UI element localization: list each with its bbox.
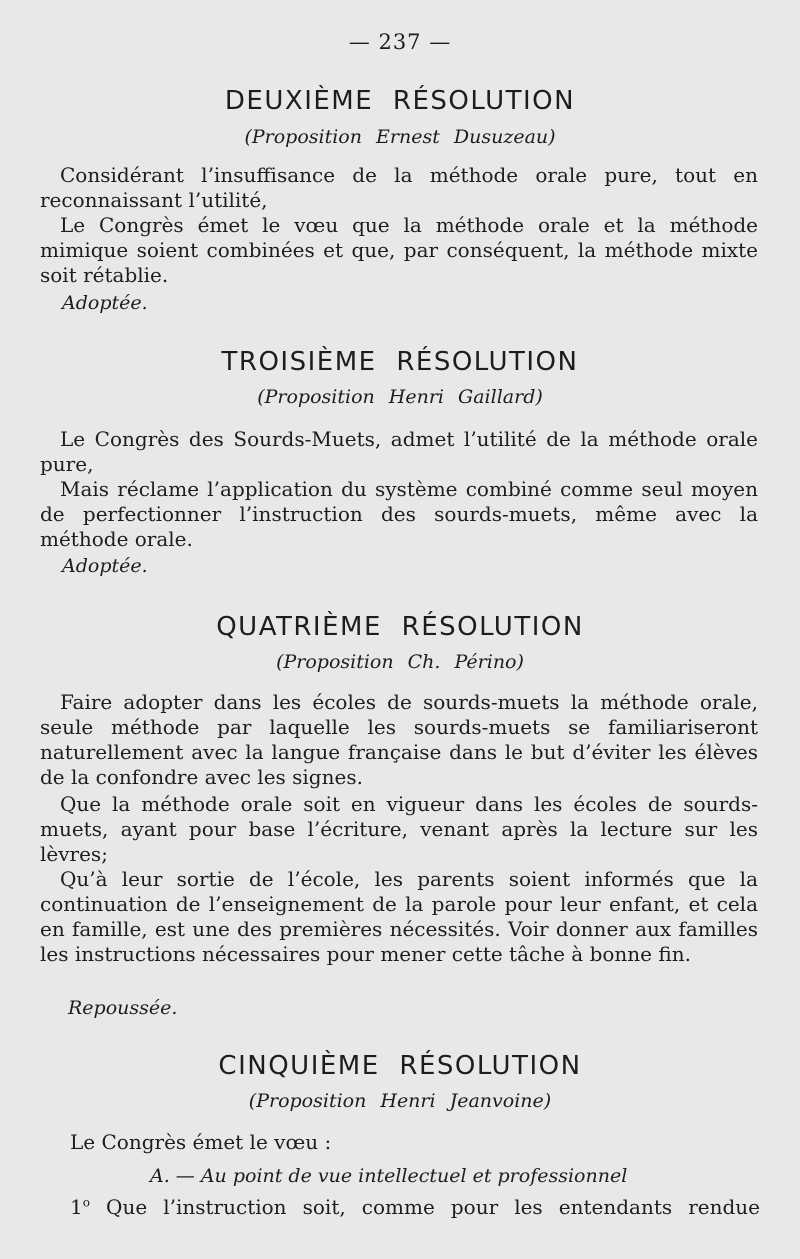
paragraph: Faire adopter dans les écoles de sourds-muets la méthode orale, seule méthode par laquelle les sourds-muets se familiariseront naturellement avec la langue française dans le but d’éviter les élèves de la confondre avec les signes. xyxy=(40,690,758,789)
resolution-status: Adoptée. xyxy=(62,292,148,314)
paragraph: Le Congrès émet le vœu : xyxy=(70,1130,332,1154)
paragraph: Le Congrès émet le vœu que la méthode orale et la méthode mimique soient combinées et que, par conséquent, la méthode mixte soit rétablie. xyxy=(40,213,758,287)
numbered-item xyxy=(70,1195,760,1219)
resolution-status: Adoptée. xyxy=(62,555,148,577)
section-heading: TROISIÈME RÉSOLUTION xyxy=(221,347,579,377)
paragraph: Mais réclame l’application du système combiné comme seul moyen de perfectionner l’instruction des sourds-muets, même avec la méthode orale. xyxy=(40,477,758,551)
paragraph: Le Congrès des Sourds-Muets, admet l’utilité de la méthode orale pure, xyxy=(40,427,758,476)
item-marker: 1 xyxy=(70,1195,83,1219)
paragraph: Que la méthode orale soit en vigueur dans les écoles de sourds-muets, ayant pour base l’écriture, venant après la lecture sur les lèvres; xyxy=(40,792,758,866)
proposition-author: (Proposition Henri Jeanvoine) xyxy=(248,1090,552,1112)
subheading: A. — Au point de vue intellectuel et professionnel xyxy=(150,1165,628,1187)
section-heading: CINQUIÈME RÉSOLUTION xyxy=(218,1051,582,1081)
item-text: Que l’instruction soit, comme pour les entendants rendue xyxy=(106,1195,761,1219)
proposition-author: (Proposition Ernest Dusuzeau) xyxy=(244,126,556,148)
proposition-author: (Proposition Henri Gaillard) xyxy=(257,386,543,408)
proposition-author: (Proposition Ch. Périno) xyxy=(276,651,524,673)
section-heading: QUATRIÈME RÉSOLUTION xyxy=(216,612,584,642)
item-marker-sup: o xyxy=(82,1195,90,1210)
paragraph: Qu’à leur sortie de l’école, les parents soient informés que la continuation de l’enseignement de la parole pour leur enfant, et cela en famille, est une des premières nécessités. Voir donner aux familles les instructions nécessaires pour mener cette tâche à bonne fin. xyxy=(40,867,758,966)
resolution-status: Repoussée. xyxy=(68,997,178,1019)
section-heading: DEUXIÈME RÉSOLUTION xyxy=(224,86,576,116)
page-number: — 237 — xyxy=(348,30,452,54)
paragraph: Considérant l’insuffisance de la méthode orale pure, tout en reconnaissant l’utilité, xyxy=(40,163,758,212)
